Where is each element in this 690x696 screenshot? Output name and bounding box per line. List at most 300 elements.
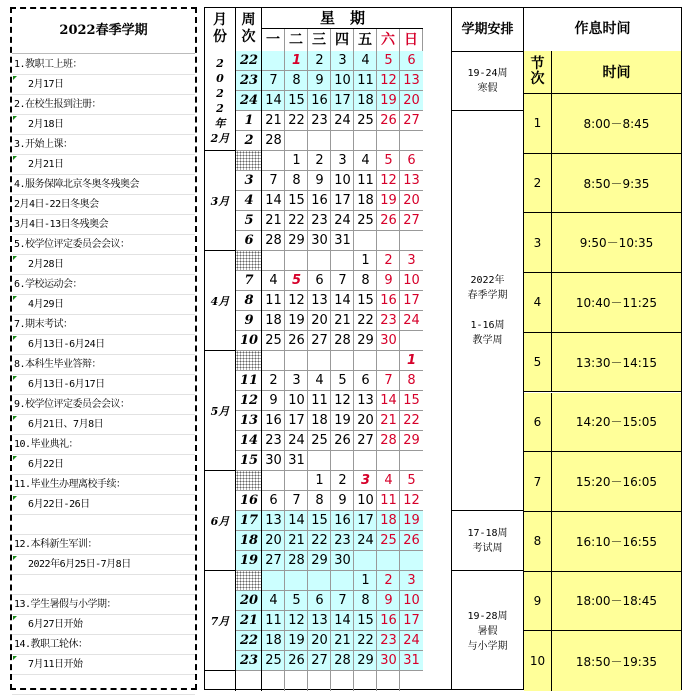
period-row — [524, 213, 681, 273]
event-line: 2月17日 — [12, 75, 195, 95]
week-number: 22 — [236, 631, 262, 651]
semester-schedule — [452, 7, 524, 690]
week-number: 9 — [244, 313, 254, 328]
day-cell: 22 — [357, 633, 374, 648]
day-cell: 28 — [334, 653, 351, 668]
day-cell — [262, 571, 285, 591]
week-number: 17 — [236, 511, 262, 531]
timetable-title: 作息时间 — [524, 8, 681, 52]
week-number: 18 — [236, 531, 262, 551]
event-line: 2月21日 — [12, 155, 195, 175]
day-cell: 20 — [311, 313, 328, 328]
day-cell: 28 — [334, 333, 351, 348]
period-time: 18:50－19:35 — [575, 654, 658, 669]
weekday-3: 四 — [331, 29, 354, 51]
week-number: 22 — [236, 51, 262, 71]
day-cell — [377, 131, 400, 151]
day-cell: 16 — [311, 193, 328, 208]
week-filler — [236, 151, 262, 171]
day-cell: 21 — [380, 413, 397, 428]
week-number: 1 — [244, 113, 254, 128]
day-cell: 9 — [315, 73, 324, 88]
day-cell: 14 — [288, 513, 305, 528]
calendar-grid — [204, 7, 452, 690]
day-cell: 8 — [292, 173, 301, 188]
year-char: 年 — [214, 116, 226, 130]
period-row — [524, 273, 681, 333]
day-cell: 27 — [357, 433, 374, 448]
day-cell: 10 — [334, 73, 351, 88]
day-cell: 2 — [384, 253, 393, 268]
day-cell: 16 — [380, 293, 397, 308]
week-header-label: 周次 — [241, 12, 256, 45]
day-cell: 12 — [334, 393, 351, 408]
event-line: 6.学校运动会： — [12, 275, 195, 295]
schedule-block: 17-18周 考试周 — [452, 511, 523, 571]
period-time: 9:50－10:35 — [579, 236, 654, 251]
period-time: 8:50－9:35 — [583, 176, 650, 191]
day-cell: 4 — [361, 53, 370, 68]
day-cell: 20 — [311, 633, 328, 648]
day-cell: 6 — [269, 493, 278, 508]
day-cell: 3 — [338, 153, 347, 168]
day-rule — [307, 51, 308, 691]
day-rule — [284, 51, 285, 691]
day-cell: 9 — [315, 173, 324, 188]
week-filler — [236, 251, 262, 271]
day-cell: 5 — [291, 273, 302, 288]
event-line: 12.本科新生军训： — [12, 535, 195, 555]
day-cell: 27 — [265, 553, 282, 568]
day-cell: 1 — [315, 473, 324, 488]
day-cell: 28 — [380, 433, 397, 448]
comment-marker-icon — [13, 256, 17, 260]
schedule-block: 19-28周 暑假 与小学期 — [467, 610, 508, 652]
day-cell — [400, 331, 423, 351]
day-cell: 27 — [403, 213, 420, 228]
day-cell: 18 — [357, 193, 374, 208]
week-filler — [236, 351, 262, 371]
period-time: 16:10－16:55 — [575, 534, 658, 549]
comment-marker-icon — [13, 376, 17, 380]
day-cell: 21 — [334, 633, 351, 648]
event-line: 11.毕业生办理离校手续： — [12, 475, 195, 495]
day-cell: 7 — [384, 373, 393, 388]
week-number: 14 — [239, 433, 259, 448]
day-cell: 14 — [334, 293, 351, 308]
day-cell: 30 — [265, 453, 282, 468]
weekday-5: 六 — [377, 29, 400, 51]
comment-marker-icon — [13, 296, 17, 300]
day-cell: 1 — [406, 353, 417, 368]
day-cell — [331, 351, 354, 371]
day-cell: 24 — [403, 633, 420, 648]
comment-marker-icon — [13, 336, 17, 340]
day-cell — [377, 231, 400, 251]
day-cell: 13 — [311, 613, 328, 628]
day-cell: 29 — [311, 553, 328, 568]
comment-marker-icon — [13, 456, 17, 460]
day-cell: 18 — [380, 513, 397, 528]
period-row — [524, 631, 681, 691]
month-label — [205, 571, 235, 671]
period-number: 8 — [524, 512, 552, 571]
day-cell: 22 — [288, 213, 305, 228]
event-line: 2.在校生报到注册： — [12, 95, 195, 115]
month-label — [205, 471, 235, 571]
day-cell: 4 — [315, 373, 324, 388]
day-cell: 14 — [380, 393, 397, 408]
day-cell: 24 — [334, 213, 351, 228]
day-cell — [400, 231, 423, 251]
day-cell: 27 — [403, 113, 420, 128]
day-cell: 30 — [380, 333, 397, 348]
week-header — [236, 8, 262, 51]
day-cell: 18 — [357, 93, 374, 108]
day-cell: 21 — [265, 213, 282, 228]
day-cell: 10 — [357, 493, 374, 508]
week-number: 7 — [244, 273, 254, 288]
day-cell: 16 — [265, 413, 282, 428]
event-line: 1.教职工上班： — [12, 55, 195, 75]
year-char: 2 — [216, 86, 224, 100]
day-cell: 11 — [357, 73, 374, 88]
day-cell: 17 — [288, 413, 305, 428]
day-rule — [353, 51, 354, 691]
day-cell: 15 — [357, 293, 374, 308]
period-row — [524, 512, 681, 572]
weekday-4: 五 — [354, 29, 377, 51]
day-cell: 13 — [265, 513, 282, 528]
day-cell: 12 — [380, 73, 397, 88]
day-cell: 21 — [334, 313, 351, 328]
month-label — [205, 351, 235, 471]
day-cell: 11 — [380, 493, 397, 508]
event-line: 4月29日 — [12, 295, 195, 315]
day-cell: 2 — [269, 373, 278, 388]
day-cell: 8 — [292, 73, 301, 88]
period-number: 2 — [524, 154, 552, 213]
year-char: 0 — [216, 71, 224, 85]
day-cell: 28 — [288, 553, 305, 568]
day-cell: 25 — [380, 533, 397, 548]
day-cell: 8 — [361, 273, 370, 288]
week-number: 2 — [244, 133, 254, 148]
day-cell: 24 — [403, 313, 420, 328]
day-cell: 5 — [384, 53, 393, 68]
week-number: 24 — [236, 91, 262, 111]
week-number: 13 — [239, 413, 259, 428]
day-cell: 4 — [269, 273, 278, 288]
day-cell: 13 — [311, 293, 328, 308]
schedule-block: 2022年 春季学期 1-16周 教学周 — [452, 111, 523, 511]
day-cell: 24 — [357, 533, 374, 548]
day-cell: 17 — [403, 613, 420, 628]
day-cell — [354, 451, 377, 471]
day-cell: 29 — [357, 653, 374, 668]
day-cell: 10 — [288, 393, 305, 408]
day-cell: 11 — [265, 613, 282, 628]
day-cell: 19 — [334, 413, 351, 428]
month-name: 7月 — [210, 614, 230, 628]
month-header-label: 月份 — [213, 12, 227, 45]
day-cell: 11 — [357, 173, 374, 188]
day-cell: 5 — [338, 373, 347, 388]
day-cell: 7 — [269, 173, 278, 188]
day-cell: 23 — [334, 533, 351, 548]
day-cell: 3 — [338, 53, 347, 68]
month-name: 5月 — [210, 404, 230, 418]
event-line: 4.服务保障北京冬奥冬残奥会 — [12, 175, 195, 195]
day-cell: 28 — [265, 133, 282, 148]
day-cell: 23 — [265, 433, 282, 448]
column-rule — [261, 8, 262, 691]
day-cell: 16 — [380, 613, 397, 628]
week-number: 23 — [236, 71, 262, 91]
event-line: 7.期末考试： — [12, 315, 195, 335]
day-cell — [285, 131, 308, 151]
period-row — [524, 94, 681, 154]
day-cell: 5 — [407, 473, 416, 488]
event-line — [12, 515, 195, 535]
day-cell — [308, 251, 331, 271]
day-cell: 13 — [403, 73, 420, 88]
day-cell — [308, 131, 331, 151]
day-cell: 11 — [311, 393, 328, 408]
event-line: 6月22日-26日 — [12, 495, 195, 515]
period-number: 10 — [524, 631, 552, 691]
day-cell: 29 — [403, 433, 420, 448]
day-cell: 15 — [311, 513, 328, 528]
day-cell: 14 — [334, 613, 351, 628]
year-char: 2 — [216, 56, 224, 70]
day-cell — [285, 571, 308, 591]
day-cell: 2 — [315, 53, 324, 68]
day-cell: 4 — [384, 473, 393, 488]
period-time: 15:20－16:05 — [575, 475, 658, 490]
day-cell: 25 — [357, 213, 374, 228]
period-time: 18:00－18:45 — [575, 594, 658, 609]
day-cell — [400, 451, 423, 471]
day-cell: 23 — [380, 633, 397, 648]
day-cell: 9 — [338, 493, 347, 508]
day-cell: 18 — [265, 313, 282, 328]
day-cell: 29 — [357, 333, 374, 348]
day-cell: 17 — [357, 513, 374, 528]
day-cell: 1 — [291, 53, 302, 68]
day-cell: 15 — [357, 613, 374, 628]
day-cell: 5 — [384, 153, 393, 168]
month-label — [205, 151, 235, 251]
day-cell — [354, 551, 377, 571]
month-label — [205, 51, 235, 151]
period-time: 13:30－14:15 — [575, 355, 658, 370]
day-cell: 9 — [384, 273, 393, 288]
day-cell — [377, 351, 400, 371]
day-cell — [262, 471, 285, 491]
event-line: 10.毕业典礼： — [12, 435, 195, 455]
day-cell: 20 — [265, 533, 282, 548]
event-line: 6月22日 — [12, 455, 195, 475]
day-cell: 16 — [334, 513, 351, 528]
day-cell: 25 — [357, 113, 374, 128]
period-number: 6 — [524, 393, 552, 452]
day-cell: 21 — [288, 533, 305, 548]
period-number: 1 — [524, 94, 552, 153]
day-cell: 22 — [311, 533, 328, 548]
day-cell: 18 — [265, 633, 282, 648]
week-number: 8 — [244, 293, 254, 308]
event-line: 3月4日-13日冬残奥会 — [12, 215, 195, 235]
weekday-2: 三 — [308, 29, 331, 51]
column-rule — [235, 8, 236, 691]
period-row — [524, 154, 681, 214]
comment-marker-icon — [13, 616, 17, 620]
weekday-6: 日 — [400, 29, 423, 51]
period-time: 10:40－11:25 — [575, 295, 658, 310]
day-cell — [262, 151, 285, 171]
comment-marker-icon — [13, 116, 17, 120]
day-cell: 12 — [403, 493, 420, 508]
event-line: 2022年6月25日-7月8日 — [12, 555, 195, 575]
month-header — [205, 8, 236, 51]
day-cell: 22 — [403, 413, 420, 428]
day-cell: 11 — [265, 293, 282, 308]
day-cell — [354, 131, 377, 151]
day-cell: 14 — [265, 93, 282, 108]
day-cell: 13 — [403, 173, 420, 188]
day-cell: 7 — [338, 273, 347, 288]
period-number: 7 — [524, 452, 552, 511]
day-cell: 9 — [384, 593, 393, 608]
day-cell: 4 — [361, 153, 370, 168]
day-cell: 23 — [311, 113, 328, 128]
weekday-0: 一 — [262, 29, 285, 51]
day-cell: 4 — [269, 593, 278, 608]
day-cell: 27 — [311, 653, 328, 668]
day-cell: 2 — [384, 573, 393, 588]
week-number: 11 — [239, 373, 259, 388]
day-cell: 13 — [357, 393, 374, 408]
day-cell: 24 — [288, 433, 305, 448]
day-cell: 25 — [311, 433, 328, 448]
day-cell — [377, 451, 400, 471]
period-row — [524, 393, 681, 453]
day-cell: 3 — [407, 253, 416, 268]
week-number: 10 — [239, 333, 259, 348]
day-cell: 19 — [288, 633, 305, 648]
day-cell: 2 — [315, 153, 324, 168]
day-cell: 30 — [334, 553, 351, 568]
event-line — [12, 575, 195, 595]
comment-marker-icon — [13, 416, 17, 420]
day-cell: 5 — [292, 593, 301, 608]
period-row — [524, 333, 681, 393]
day-cell: 3 — [360, 473, 371, 488]
day-rule — [376, 51, 377, 691]
day-cell: 17 — [403, 293, 420, 308]
period-number: 9 — [524, 572, 552, 631]
month-name: 3月 — [210, 194, 230, 208]
class-timetable — [524, 7, 682, 690]
period-time: 8:00－8:45 — [583, 116, 650, 131]
day-cell: 21 — [265, 113, 282, 128]
day-cell — [377, 551, 400, 571]
weekday-1: 二 — [285, 29, 308, 51]
day-cell: 1 — [361, 573, 370, 588]
day-cell — [262, 51, 285, 71]
day-cell: 22 — [357, 313, 374, 328]
day-cell: 27 — [311, 333, 328, 348]
day-cell — [400, 551, 423, 571]
day-cell: 31 — [334, 233, 351, 248]
week-number: 4 — [244, 193, 254, 208]
day-cell: 2 — [338, 473, 347, 488]
week-number: 21 — [236, 611, 262, 631]
week-number: 16 — [239, 493, 259, 508]
day-cell — [354, 351, 377, 371]
comment-marker-icon — [13, 496, 17, 500]
day-cell: 23 — [380, 313, 397, 328]
day-rule — [330, 51, 331, 691]
period-header: 节次 — [524, 51, 552, 94]
day-cell: 23 — [311, 213, 328, 228]
day-cell — [308, 451, 331, 471]
day-rule — [399, 51, 400, 691]
day-cell — [308, 571, 331, 591]
period-time: 14:20－15:05 — [575, 415, 658, 430]
day-cell — [354, 231, 377, 251]
event-line: 6月13日-6月24日 — [12, 335, 195, 355]
event-line: 6月21日、7月8日 — [12, 415, 195, 435]
period-row — [524, 452, 681, 512]
comment-marker-icon — [13, 656, 17, 660]
day-cell: 16 — [311, 93, 328, 108]
comment-marker-icon — [13, 156, 17, 160]
day-cell: 26 — [380, 113, 397, 128]
day-cell: 17 — [334, 193, 351, 208]
event-line — [12, 675, 195, 695]
event-line: 9.校学位评定委员会会议： — [12, 395, 195, 415]
day-cell: 26 — [380, 213, 397, 228]
day-cell: 6 — [407, 153, 416, 168]
day-cell: 8 — [407, 373, 416, 388]
day-cell: 30 — [311, 233, 328, 248]
day-cell: 20 — [403, 193, 420, 208]
day-cell: 26 — [403, 533, 420, 548]
semester-title: 2022春季学期 — [12, 9, 195, 54]
period-number: 5 — [524, 333, 552, 392]
day-cell: 30 — [380, 653, 397, 668]
day-cell: 26 — [288, 653, 305, 668]
event-line: 7月11日开始 — [12, 655, 195, 675]
week-number: 20 — [236, 591, 262, 611]
day-cell — [308, 351, 331, 371]
period-row — [524, 572, 681, 632]
period-number: 4 — [524, 273, 552, 332]
day-cell: 9 — [269, 393, 278, 408]
day-cell — [285, 351, 308, 371]
comment-marker-icon — [13, 556, 17, 560]
day-cell: 1 — [292, 153, 301, 168]
week-number: 5 — [244, 213, 254, 228]
day-cell: 20 — [357, 413, 374, 428]
week-number: 15 — [239, 453, 259, 468]
day-cell: 19 — [380, 193, 397, 208]
day-cell: 22 — [288, 113, 305, 128]
day-cell: 1 — [361, 253, 370, 268]
month-name: 4月 — [210, 294, 230, 308]
